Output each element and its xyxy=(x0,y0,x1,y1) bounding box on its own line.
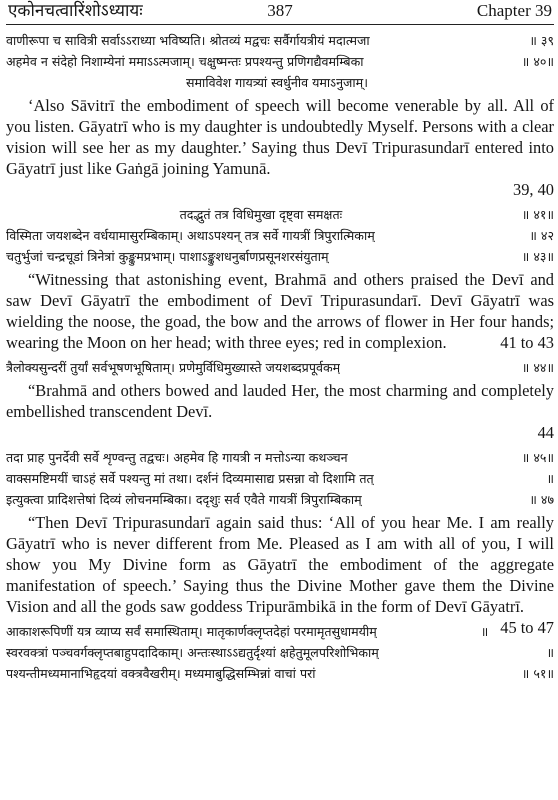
verse-text: स्वरवक्त्रां पञ्चवर्गक्लृप्तबाहुपदादिकाम्। अन्तःस्थाऽऽद्यतुर्दृश्यां क्षहेतुमूलपरिशोभिकाम् xyxy=(6,645,379,660)
verse-text: अहमेव न संदेहो निशाम्येनां ममाऽऽत्मजाम्। चक्षुष्मन्तः प्रपश्यन्तु प्रणिगद्यैवमम्बिका xyxy=(6,54,364,69)
sanskrit-verse-line xyxy=(6,204,554,225)
verse-number: ॥ ४७ xyxy=(529,492,554,507)
verse-number: ॥ ४१॥ xyxy=(521,207,554,222)
verse-text: आकाशरूपिणीं यत्र व्याप्य सर्वं समास्थिताम्। मातृकार्णक्लृप्तदेहां परमामृतसुधामयीम् xyxy=(6,624,377,639)
translation-paragraph xyxy=(6,380,554,422)
verse-number: ॥ xyxy=(546,471,554,486)
verse-number: ॥ ४४॥ xyxy=(521,360,554,375)
sanskrit-verse-line xyxy=(6,642,554,663)
verse-text: तदद्भुतं तत्र विधिमुखा दृष्ट्वा समक्षतः xyxy=(179,207,343,222)
sanskrit-verse-line xyxy=(6,51,554,72)
translation-text: “Witnessing that astonishing event, Brahmā and others praised the Devī and saw Devī Gāyatrī the embodiment of Devī Tripurasundarī. Devī Gāyatrī was wielding the noose, the goad, the bow and the arrows of flower in Her four hands; wearing the Moon on her head; with three eyes; red in complexion. xyxy=(6,270,554,352)
verse-number: ॥ ४५॥ xyxy=(521,450,554,465)
chapter-label: Chapter 39 xyxy=(476,1,552,20)
verse-block xyxy=(6,621,554,688)
verse-reference: 39, 40 xyxy=(513,180,554,199)
verse-number: ॥ xyxy=(546,645,554,660)
verse-text: विस्मिता जयशब्देन वर्धयामासुरम्बिकाम्। अथाऽपश्यन् तत्र सर्वे गायत्रीं त्रिपुरात्मिकाम् xyxy=(6,228,375,243)
sanskrit-verse-line xyxy=(6,621,488,642)
chapter-title-sanskrit: एकोनचत्वारिंशोऽध्यायः xyxy=(8,1,143,20)
translation-text: “Then Devī Tripurasundarī again said thus: ‘All of you hear Me. I am really Gāyatrī who is never different from Me. Pleased as I am with all of you, I will show you My Divine form as Gāyatrī the embodiment of the aggregate manifestation of speech.’ Saying thus the Divine Mother gave them the Divine Vision and all the gods saw goddess Tripurāmbikā in the form of Devī Gāyatrī. xyxy=(6,513,554,616)
sanskrit-verse-line xyxy=(6,30,554,51)
verse-number: ॥ ४३॥ xyxy=(521,249,554,264)
sanskrit-verse-line xyxy=(6,72,554,93)
verse-reference: 45 to 47 xyxy=(500,618,554,637)
page-header xyxy=(6,0,554,22)
verse-reference: 44 xyxy=(537,423,554,442)
verse-text: पश्यन्तीमध्यमानाभिहृदयां वक्त्रवैखरीम्। मध्यमाबुद्धिसम्भिन्नां वाचां परां xyxy=(6,666,316,681)
verse-number: ॥ ५१॥ xyxy=(521,666,554,681)
verse-text: वाक्समष्टिमयीं चाऽहं सर्वे पश्यन्तु मां तथा। दर्शनं दिव्यमासाद्य प्रसन्ना वो दिशामि तत् xyxy=(6,471,374,486)
verse-text: त्रैलोक्यसुन्दरीं तुर्यां सर्वभूषणभूषिताम्। प्रणेमुर्विधिमुख्यास्ते जयशब्दप्रपूर्वकम् xyxy=(6,360,341,375)
sanskrit-verse-line xyxy=(6,225,554,246)
verse-number: ॥ xyxy=(480,624,489,639)
header-rule xyxy=(6,24,554,25)
translation-text: “Brahmā and others bowed and lauded Her, the most charming and completely embellished transcendent Devī. xyxy=(6,381,554,421)
block-spacer xyxy=(6,684,554,688)
verse-block xyxy=(6,30,554,204)
verse-text: वाणीरूपा च सावित्री सर्वाऽऽराध्या भविष्यति। श्रोतव्यं मद्वचः सर्वैर्गायत्रीयं मदात्मजा xyxy=(6,33,370,48)
verse-block xyxy=(6,204,554,357)
sanskrit-verse-line xyxy=(6,447,554,468)
page-content xyxy=(6,30,554,688)
verse-block xyxy=(6,357,554,447)
verse-number: ॥ ४०॥ xyxy=(521,54,554,69)
sanskrit-verse-line xyxy=(6,663,554,684)
sanskrit-verse-line xyxy=(6,357,554,378)
verse-number: ॥ ४२ xyxy=(529,228,554,243)
sanskrit-verse-line xyxy=(6,246,554,267)
verse-reference: 41 to 43 xyxy=(500,333,554,352)
verse-text: चतुर्भुजां चन्द्रचूडां त्रिनेत्रां कुङ्कुमप्रभाम्। पाशाऽङ्कुशधनुर्बाणप्रसूनशरसंयुताम् xyxy=(6,249,329,264)
translation-text: ‘Also Sāvitrī the embodiment of speech will become venerable by all. All of you listen. Gāyatrī who is my daughter is undoubtedly Myself. Persons with a clear vision will see her as my daughter.’ Saying thus Devī Tripurasundarī entered into Gāyatrī just like Gaṅgā joining Yamunā. xyxy=(6,96,554,178)
verse-number: ॥ ३९ xyxy=(529,33,554,48)
translation-paragraph xyxy=(6,95,554,179)
verse-text: समाविवेश गायत्र्यां स्वर्धुनीव यमाऽनुजाम्। xyxy=(186,75,368,90)
verse-text: इत्युक्त्वा प्रादिशत्तेषां दिव्यं लोचनमम्बिका। ददृशुः सर्व एवैते गायत्रीं त्रिपुराम्बिकाम् xyxy=(6,492,362,507)
verse-text: तदा प्राह पुनर्देवी सर्वे शृण्वन्तु तद्वचः। अहमेव हि गायत्री न मत्तोऽन्या कथञ्चन xyxy=(6,450,348,465)
sanskrit-verse-line xyxy=(6,489,554,510)
sanskrit-verse-line xyxy=(6,468,554,489)
page-number: 387 xyxy=(267,1,293,20)
translation-paragraph xyxy=(6,269,554,353)
